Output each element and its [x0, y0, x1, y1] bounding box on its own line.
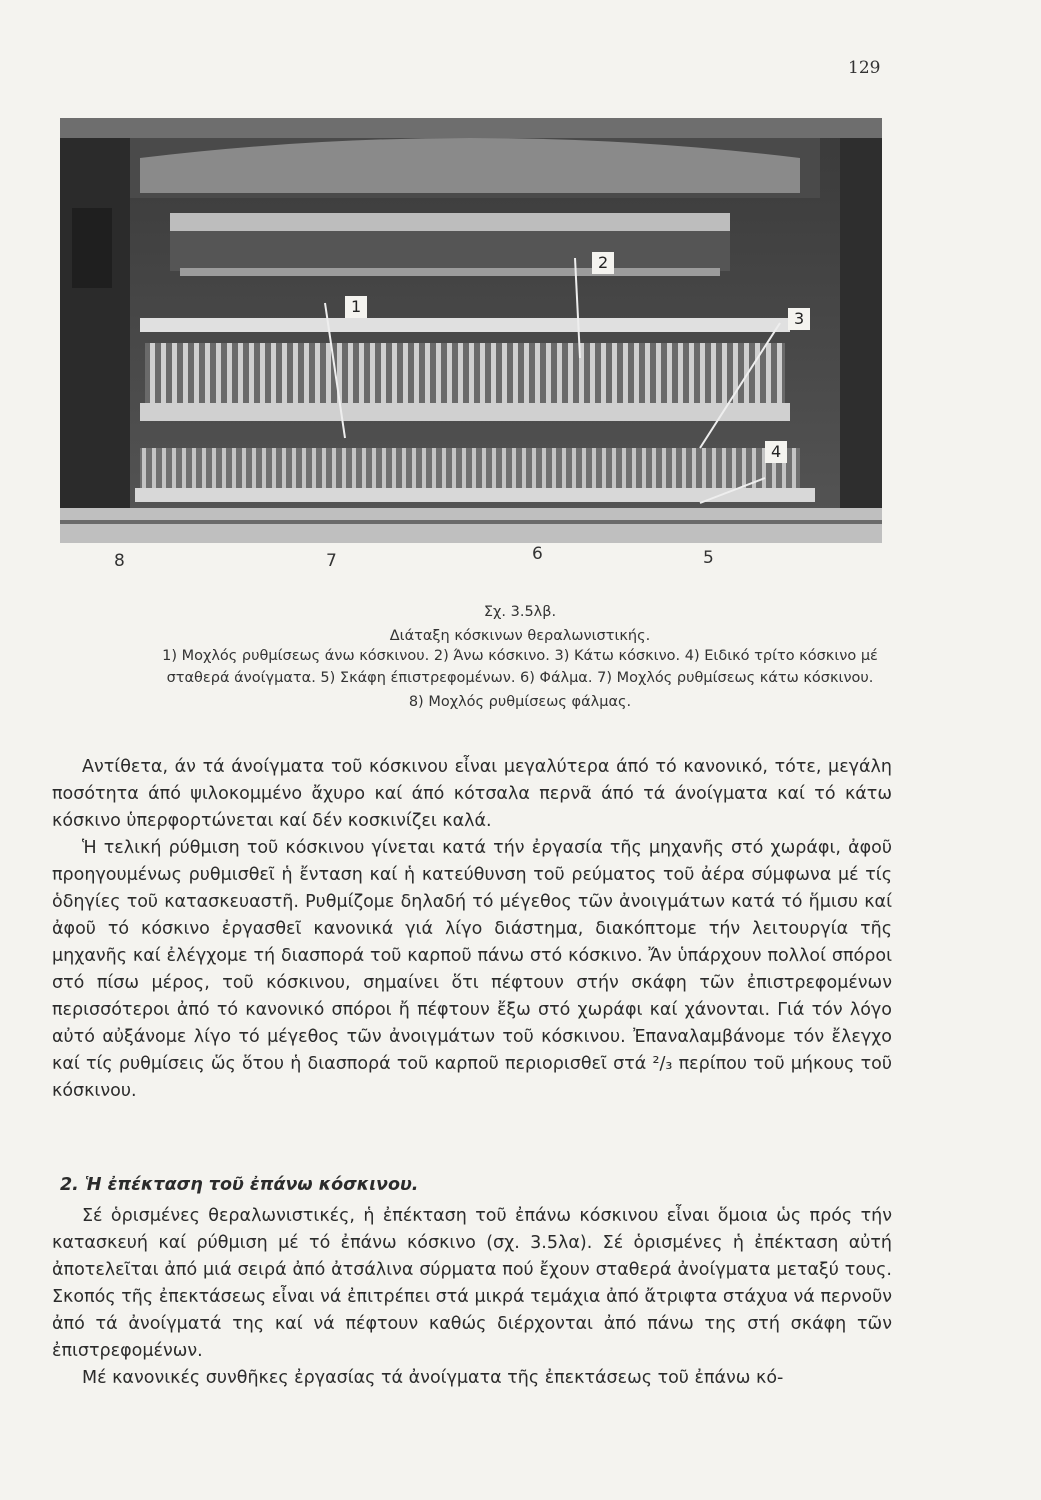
figure-legend-line-2: σταθερά άνοίγματα. 5) Σκάφη έπιστρεφομένων. 6) Φάλμα. 7) Μοχλός ρυθμίσεως κάτω κόσκινου. [166, 670, 874, 686]
figure-legend-line-3: 8) Μοχλός ρυθμίσεως φάλμας. [408, 694, 632, 710]
page-number: 129 [848, 58, 881, 78]
callout-3: 3 [788, 308, 810, 330]
sieve-assembly-photo [60, 118, 882, 543]
section-heading: 2. Ἡ ἐπέκταση τοῦ ἐπάνω κόσκινου. [60, 1175, 419, 1195]
paragraph-2: Ἡ τελική ρύθμιση τοῦ κόσκινου γίνεται κατά τήν ἐργασία τῆς μηχανῆς στό χωράφι, ἀφοῦ προηγουμένως ρυθμισθεῖ ἡ ἔνταση καί ἡ κατεύθυνση τοῦ ρεύματος τοῦ ἀέρα σύμφωνα μέ τίς ὁδηγίες τοῦ κατασκευαστῆ. Ρυθμίζομε δηλαδή τό μέγεθος τῶν ἀνοιγμάτων κατά τό ἥμισυ καί ἀφοῦ τό κόσκινο ἐργασθεῖ κανονικά γιά λίγο διάστημα, διακόπτομε τήν λειτουργία τῆς μηχανῆς καί ἐλέγχομε τή διασπορά τοῦ καρποῦ πάνω στό κόσκινο. Ἄν ὑπάρχουν πολλοί σπόροι στό πίσω μέρος, τοῦ κόσκινου, σημαίνει ὅτι πέφτουν στήν σκάφη τῶν ἐπιστρεφομένων περισσότεροι ἀπό τό κανονικό σπόροι ἤ πέφτουν ἔξω στό χωράφι καί χάνονται. Γιά τόν λόγο αὐτό αὐξάνομε λίγο τό μέγεθος τῶν ἀνοιγμάτων τοῦ κόσκινου. Ἐπαναλαμβάνομε τόν ἔλεγχο καί τίς ρυθμίσεις ὥς ὅτου ἡ διασπορά τοῦ καρποῦ περιορισθεῖ στά ²/₃ περίπου τοῦ μήκους τοῦ κόσκινου. [52, 838, 892, 1101]
callout-4: 4 [765, 441, 787, 463]
figure-title: Διάταξη κόσκινων θεραλωνιστικής. [389, 628, 651, 644]
callout-8: 8 [114, 551, 125, 571]
paragraph-4: Μέ κανονικές συνθῆκες ἐργασίας τά ἀνοίγματα τῆς ἐπεκτάσεως τοῦ ἐπάνω κό- [82, 1368, 784, 1388]
figure-label: Σχ. 3.5λβ. [483, 604, 557, 620]
paragraph-1: Αντίθετα, άν τά άνοίγματα τοῦ κόσκινου εἶναι μεγαλύτερα άπό τό κανονικό, τότε, μεγάλη ποσότητα άπό ψιλοκομμένο ἄχυρο καί άπό κότσαλα περνᾶ άπό τά άνοίγματα καί τό κάτω κόσκινο ὑπερφορτώνεται καί δέν κοσκινίζει καλά. [52, 757, 892, 831]
callout-2: 2 [592, 252, 614, 274]
callout-5: 5 [703, 548, 714, 568]
callout-6: 6 [532, 544, 543, 564]
figure-legend-line-1: 1) Μοχλός ρυθμίσεως άνω κόσκινου. 2) Άνω κόσκινο. 3) Κάτω κόσκινο. 4) Ειδικό τρίτο κόσκινο μέ [162, 648, 878, 664]
callout-1: 1 [345, 296, 367, 318]
paragraph-3: Σέ ὁρισμένες θεραλωνιστικές, ἡ ἐπέκταση τοῦ ἐπάνω κόσκινου εἶναι ὅμοια ὡς πρός τήν κατασκευή καί ρύθμιση μέ τό ἐπάνω κόσκινο (σχ. 3.5λα). Σέ ὁρισμένες ἡ ἐπέκταση αὐτή ἀποτελεῖται ἀπό μιά σειρά ἀπό ἀτσάλινα σύρματα πού ἔχουν σταθερά ἀνοίγματα μεταξύ τους. Σκοπός τῆς ἐπεκτάσεως εἶναι νά ἐπιτρέπει στά μικρά τεμάχια ἀπό ἄτριφτα στάχυα νά περνοῦν ἀπό τά ἀνοίγματά της καί νά πέφτουν καθώς διέρχονται ἀπό πάνω της στή σκάφη τῶν ἐπιστρεφομένων. [52, 1206, 892, 1361]
callout-7: 7 [326, 551, 337, 571]
